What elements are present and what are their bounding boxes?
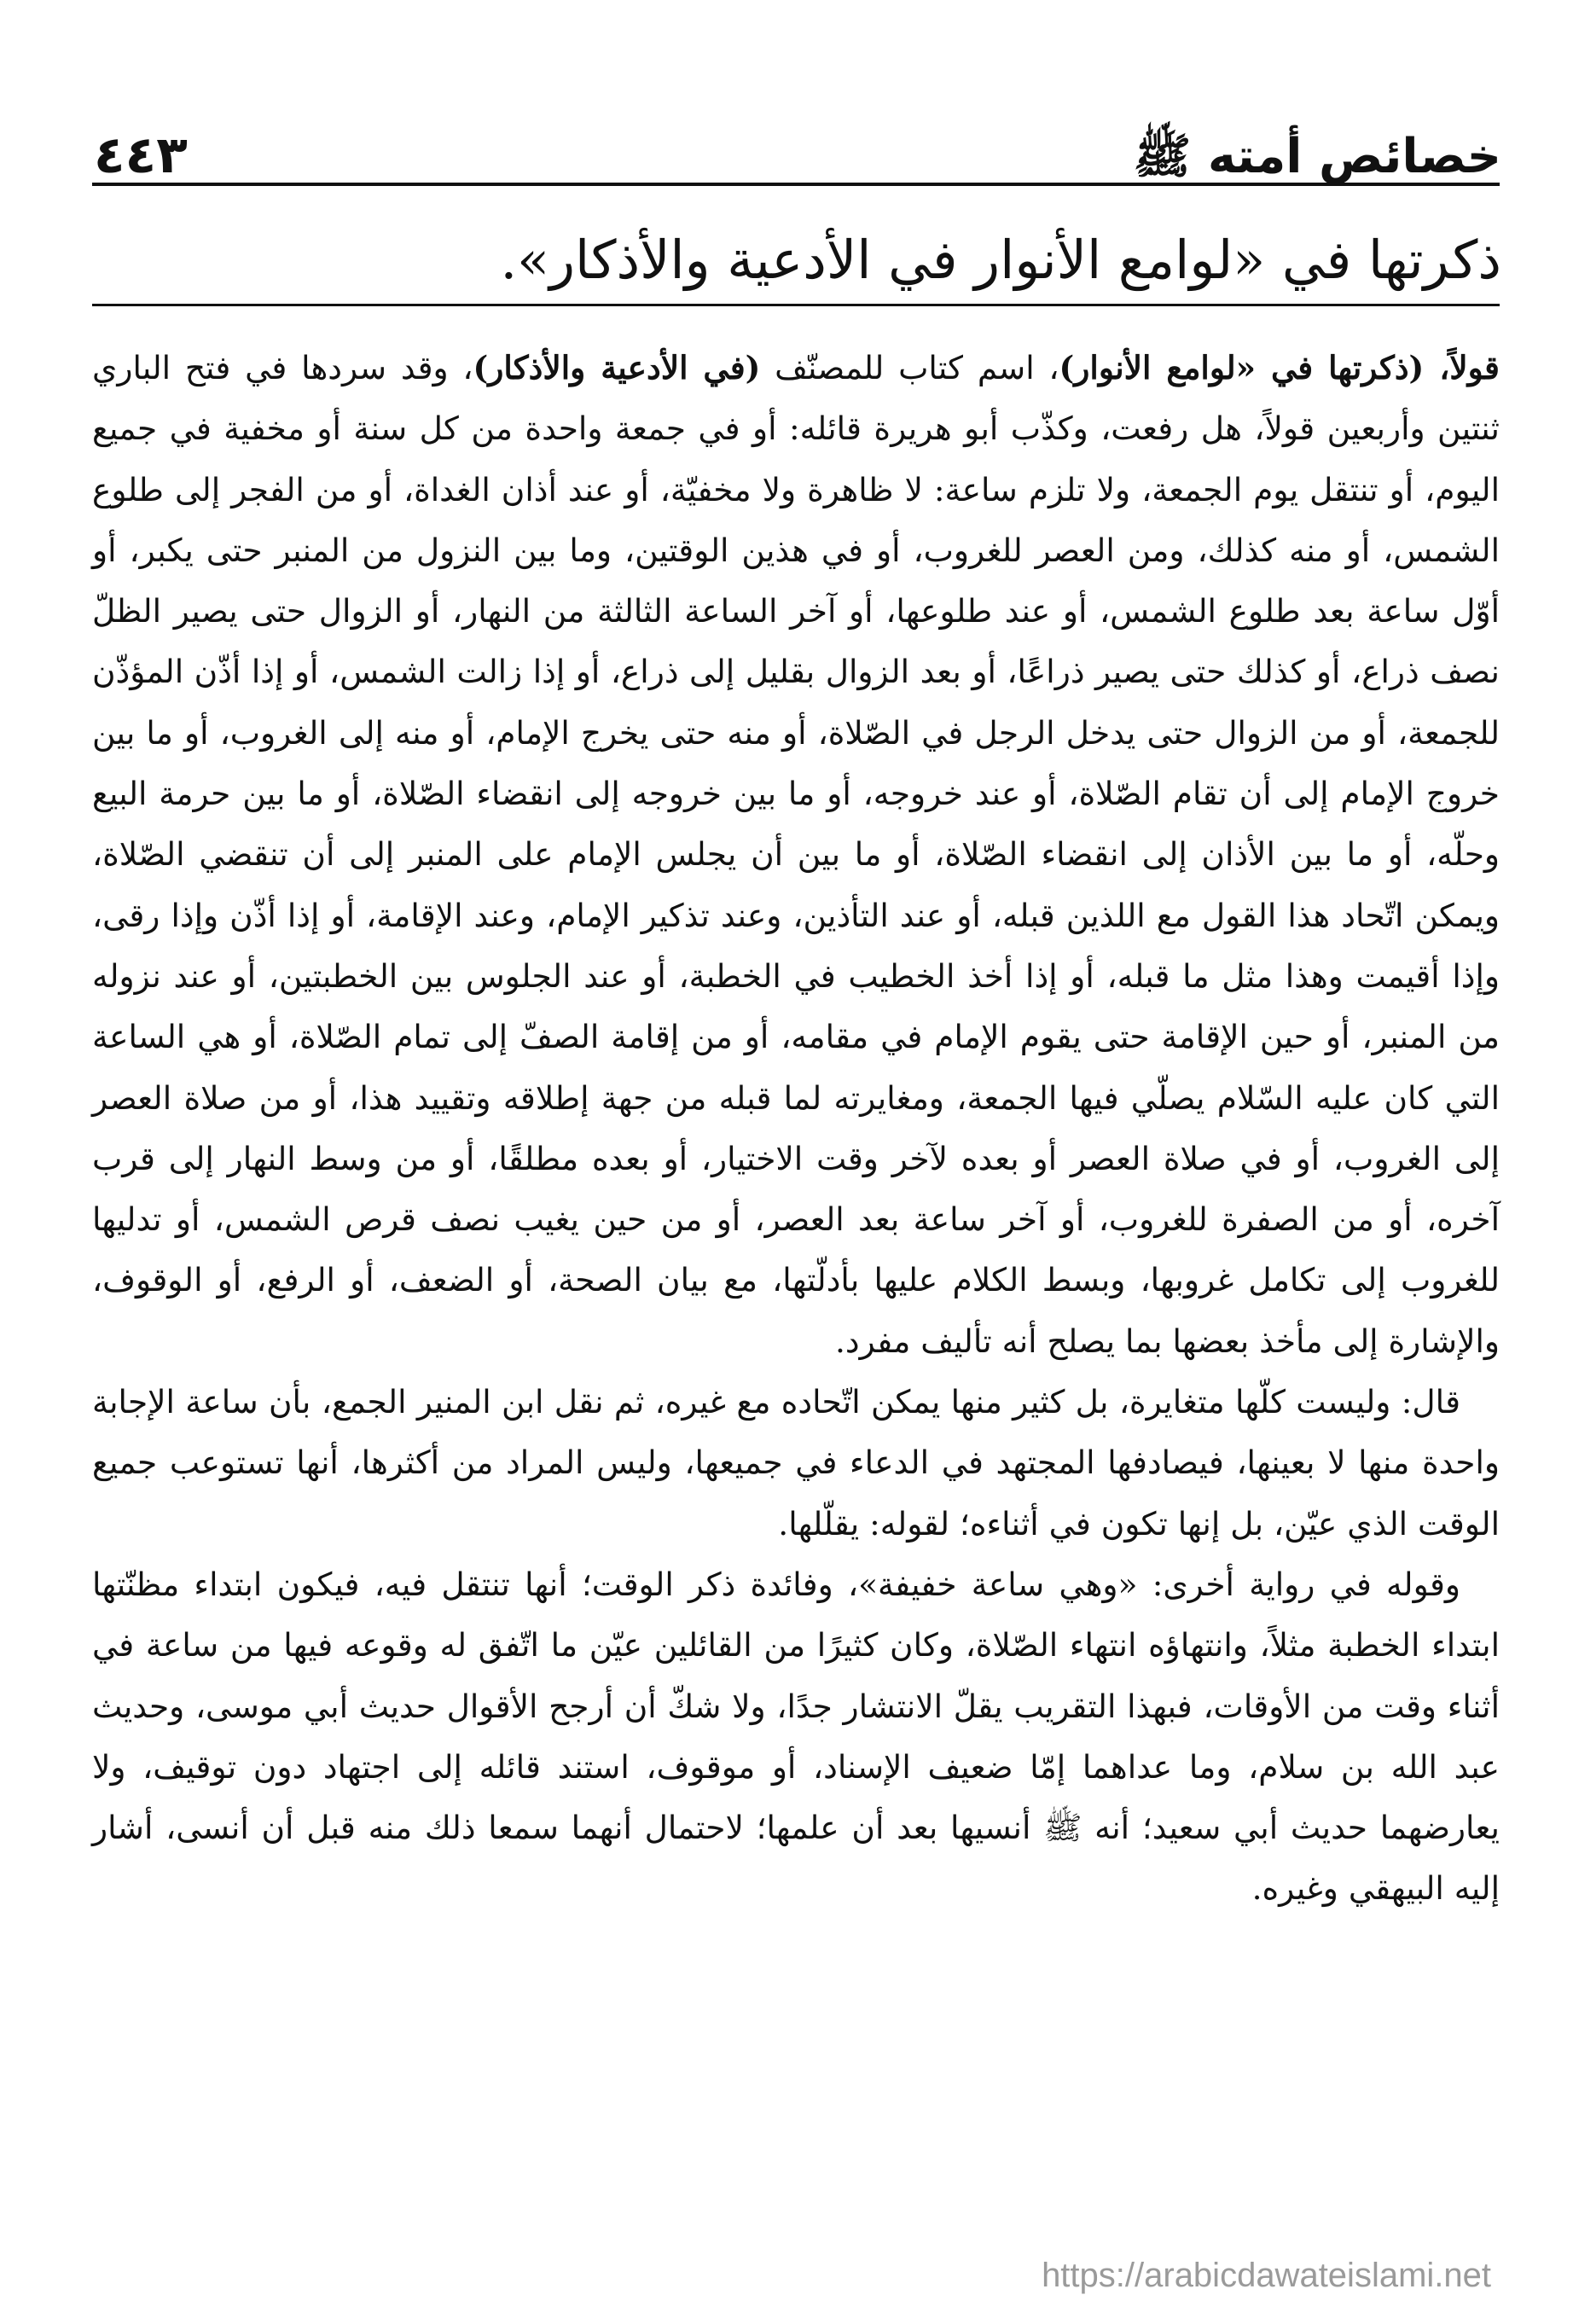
header-rule <box>92 183 1500 186</box>
page-number: ٤٤٣ <box>94 125 188 185</box>
running-title: خصائص أمته ﷺ <box>1133 129 1501 184</box>
main-text: ذكرتها في «لوامع الأنوار في الأدعية والأذكار». <box>500 229 1501 291</box>
commentary-paragraph-1 <box>92 338 1500 1372</box>
lemma: (في الأدعية والأذكار) <box>473 349 761 386</box>
commentary-paragraph-2: قال: وليست كلّها متغايرة، بل كثير منها يمكن اتّحاده مع غيره، ثم نقل ابن المنير الجمع، بأن ساعة الإجابة واحدة منها لا بعينها، فيصادفها المجتهد في الدعاء في جميعها، وليس المراد من أكثرها، أنها تستوعب جميع الوقت الذي عيّن، بل إنها تكون في أثناءه؛ لقوله: يقلّلها. <box>92 1383 1500 1543</box>
commentary <box>92 338 1500 1920</box>
watermark-url: https://arabicdawateislami.net <box>1042 2257 1491 2294</box>
separator-rule <box>92 304 1500 306</box>
commentary-paragraph-3: وقوله في رواية أخرى: «وهي ساعة خفيفة»، وفائدة ذكر الوقت؛ أنها تنتقل فيه، فيكون ابتداء مظنّتها ابتداء الخطبة مثلاً، وانتهاؤه انتهاء الصّلاة، وكان كثيرًا من القائلين عيّن ما اتّفق له وقوعه فيها من ساعة في أثناء وقت من الأوقات، فبهذا التقريب يقلّ الانتشار جدًا، ولا شكّ أن أرجح الأقوال حديث أبي موسى، وحديث عبد الله بن سلام، وما عداهما إمّا ضعيف الإسناد، أو موقوف، استند قائله إلى اجتهاد دون توقيف، ولا يعارضهما حديث أبي سعيد؛ أنه ﷺ أنسيها بعد أن علمها؛ لاحتمال أنهما سمعا ذلك منه قبل أن أنسى، أشار إليه البيهقي وغيره. <box>92 1565 1500 1908</box>
commentary-text: ، وقد سردها في فتح الباري ثنتين وأربعين قولاً، هل رفعت، وكذّب أبو هريرة قائله: أو في جمعة واحدة من كل سنة أو مخفية في جميع اليوم، أو تنتقل يوم الجمعة، ولا تلزم ساعة: لا ظاهرة ولا مخفيّة، أو عند أذان الغداة، أو من الفجر إلى طلوع الشمس، أو منه كذلك، ومن العصر للغروب، أو في هذين الوقتين، وما بين النزول من المنبر حتى يكبر، أو أوّل ساعة بعد طلوع الشمس، أو عند طلوعها، أو آخر الساعة الثالثة من النهار، أو الزوال حتى يصير الظلّ نصف ذراع، أو كذلك حتى يصير ذراعًا، أو بعد الزوال بقليل إلى ذراع، أو إذا زالت الشمس، أو إذا أذّن المؤذّن للجمعة، أو من الزوال حتى يدخل الرجل في الصّلاة، أو منه حتى يخرج الإمام، أو منه إلى الغروب، أو ما بين خروج الإمام إلى أن تقام الصّلاة، أو عند خروجه، أو ما بين خروجه إلى انقضاء الصّلاة، أو ما بين حرمة البيع وحلّه، أو ما بين الأذان إلى انقضاء الصّلاة، أو ما بين أن يجلس الإمام على المنبر إلى أن تنقضي الصّلاة، ويمكن اتّحاد هذا القول مع اللذين قبله، أو عند التأذين، وعند تذكير الإمام، وعند الإقامة، أو إذا أذّن وإذا رقى، وإذا أقيمت وهذا مثل ما قبله، أو إذا أخذ الخطيب في الخطبة، أو عند الجلوس بين الخطبتين، أو عند نزوله من المنبر، أو حين الإقامة حتى يقوم الإمام في مقامه، أو من إقامة الصفّ إلى تمام الصّلاة، أو هي الساعة التي كان عليه السّلام يصلّي فيها الجمعة، ومغايرته لما قبله من جهة إطلاقه وتقييد هذا، أو من صلاة العصر إلى الغروب، أو في صلاة العصر أو بعده لآخر وقت الاختيار، أو بعده مطلقًا، أو من وسط النهار إلى قرب آخره، أو من الصفرة للغروب، أو آخر ساعة بعد العصر، أو من حين يغيب نصف قرص الشمس، أو تدليها للغروب إلى تكامل غروبها، وبسط الكلام عليها بأدلّتها، مع بيان الصحة، أو الضعف، أو الرفع، أو الوقوف، والإشارة إلى مأخذ بعضها بما يصلح أنه تأليف مفرد. <box>92 349 1500 1360</box>
page-header <box>94 78 1501 185</box>
lemma: قولاً، (ذكرتها في «لوامع الأنوار) <box>1059 349 1500 386</box>
commentary-text: ، اسم كتاب للمصنّف <box>760 349 1059 386</box>
